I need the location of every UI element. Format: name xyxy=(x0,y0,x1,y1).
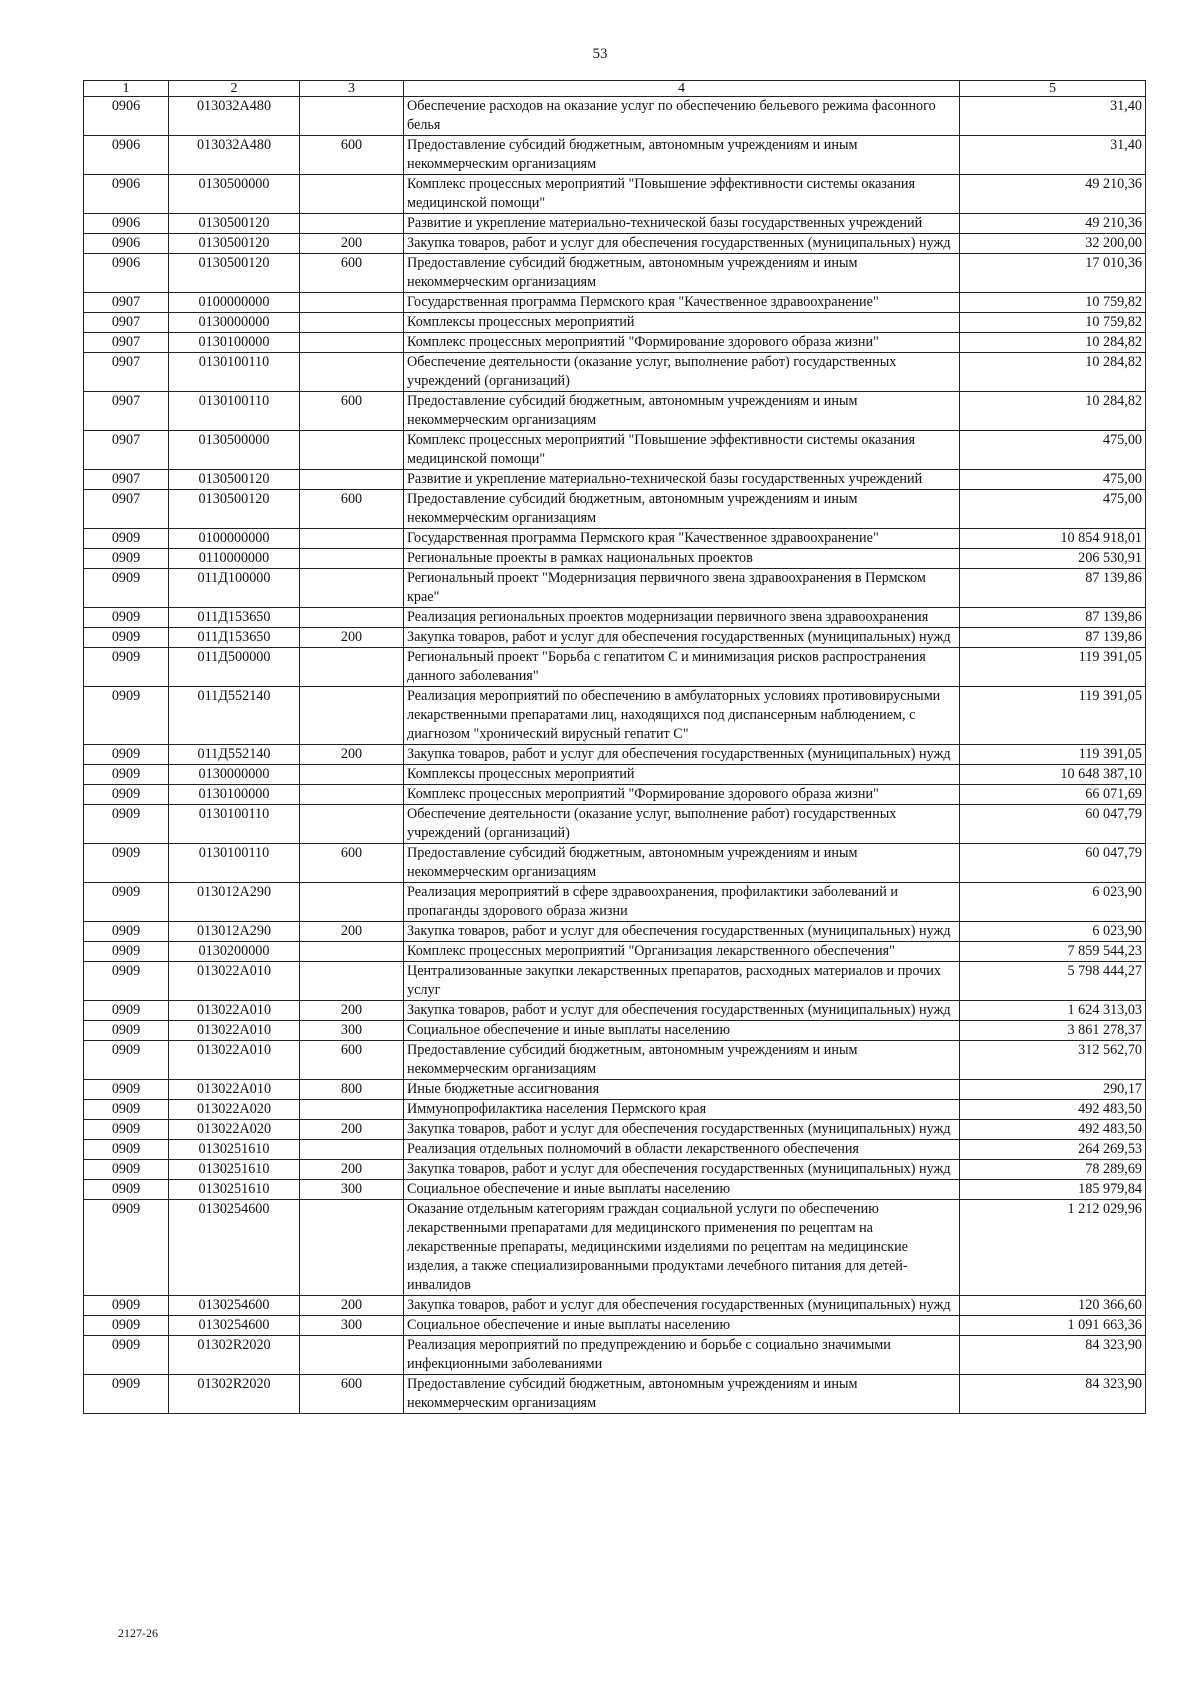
target-code-cell: 01302R2020 xyxy=(169,1336,300,1375)
table-row xyxy=(84,234,1146,254)
target-code-cell: 0130500000 xyxy=(169,175,300,214)
expense-type-cell: 300 xyxy=(300,1316,404,1336)
target-code-cell: 011Д153650 xyxy=(169,628,300,648)
item-name-cell: Обеспечение деятельности (оказание услуг, выполнение работ) государственных учреждений (организаций) xyxy=(404,805,960,844)
target-code-cell: 0130500120 xyxy=(169,490,300,529)
table-row xyxy=(84,175,1146,214)
amount-cell: 6 023,90 xyxy=(960,883,1146,922)
target-code-cell: 0130200000 xyxy=(169,942,300,962)
item-name-cell: Реализация отдельных полномочий в области лекарственного обеспечения xyxy=(404,1140,960,1160)
amount-cell: 84 323,90 xyxy=(960,1336,1146,1375)
amount-cell: 87 139,86 xyxy=(960,628,1146,648)
section-code-cell: 0907 xyxy=(84,431,169,470)
expense-type-cell: 200 xyxy=(300,922,404,942)
target-code-cell: 013022А010 xyxy=(169,1021,300,1041)
target-code-cell: 0130000000 xyxy=(169,765,300,785)
item-name-cell: Обеспечение расходов на оказание услуг по обеспечению бельевого режима фасонного белья xyxy=(404,97,960,136)
target-code-cell: 0130500000 xyxy=(169,431,300,470)
section-code-cell: 0906 xyxy=(84,254,169,293)
expense-type-cell xyxy=(300,648,404,687)
amount-cell: 1 091 663,36 xyxy=(960,1316,1146,1336)
expense-type-cell xyxy=(300,529,404,549)
target-code-cell: 0130100110 xyxy=(169,805,300,844)
expense-type-cell: 600 xyxy=(300,1041,404,1080)
expense-type-cell: 600 xyxy=(300,490,404,529)
amount-cell: 78 289,69 xyxy=(960,1160,1146,1180)
section-code-cell: 0909 xyxy=(84,549,169,569)
item-name-cell: Предоставление субсидий бюджетным, автономным учреждениям и иным некоммерческим организациям xyxy=(404,490,960,529)
table-row xyxy=(84,1140,1146,1160)
section-code-cell: 0906 xyxy=(84,214,169,234)
target-code-cell: 013022А020 xyxy=(169,1120,300,1140)
amount-cell: 185 979,84 xyxy=(960,1180,1146,1200)
expense-type-cell: 600 xyxy=(300,392,404,431)
column-header-target-code: 2 xyxy=(169,81,300,97)
budget-table xyxy=(83,80,1146,1414)
section-code-cell: 0909 xyxy=(84,608,169,628)
item-name-cell: Региональные проекты в рамках национальных проектов xyxy=(404,549,960,569)
table-row xyxy=(84,745,1146,765)
item-name-cell: Социальное обеспечение и иные выплаты населению xyxy=(404,1180,960,1200)
target-code-cell: 01302R2020 xyxy=(169,1375,300,1414)
target-code-cell: 011Д552140 xyxy=(169,687,300,745)
section-code-cell: 0909 xyxy=(84,1200,169,1296)
section-code-cell: 0906 xyxy=(84,97,169,136)
table-row xyxy=(84,333,1146,353)
amount-cell: 3 861 278,37 xyxy=(960,1021,1146,1041)
item-name-cell: Региональный проект "Модернизация первичного звена здравоохранения в Пермском крае" xyxy=(404,569,960,608)
expense-type-cell xyxy=(300,1140,404,1160)
target-code-cell: 013022А020 xyxy=(169,1100,300,1120)
table-row xyxy=(84,1120,1146,1140)
expense-type-cell: 200 xyxy=(300,1120,404,1140)
table-row xyxy=(84,844,1146,883)
section-code-cell: 0909 xyxy=(84,765,169,785)
item-name-cell: Предоставление субсидий бюджетным, автономным учреждениям и иным некоммерческим организациям xyxy=(404,254,960,293)
target-code-cell: 013012А290 xyxy=(169,883,300,922)
expense-type-cell xyxy=(300,942,404,962)
table-row xyxy=(84,313,1146,333)
item-name-cell: Государственная программа Пермского края "Качественное здравоохранение" xyxy=(404,529,960,549)
amount-cell: 492 483,50 xyxy=(960,1120,1146,1140)
target-code-cell: 011Д100000 xyxy=(169,569,300,608)
target-code-cell: 0130100110 xyxy=(169,844,300,883)
amount-cell: 10 648 387,10 xyxy=(960,765,1146,785)
amount-cell: 5 798 444,27 xyxy=(960,962,1146,1001)
target-code-cell: 013022А010 xyxy=(169,962,300,1001)
table-row xyxy=(84,608,1146,628)
table-row xyxy=(84,1021,1146,1041)
table-row xyxy=(84,1296,1146,1316)
amount-cell: 17 010,36 xyxy=(960,254,1146,293)
item-name-cell: Комплекс процессных мероприятий "Повышение эффективности системы оказания медицинской помощи" xyxy=(404,175,960,214)
expense-type-cell: 300 xyxy=(300,1021,404,1041)
expense-type-cell: 200 xyxy=(300,234,404,254)
expense-type-cell: 200 xyxy=(300,1001,404,1021)
column-header-amount: 5 xyxy=(960,81,1146,97)
expense-type-cell xyxy=(300,214,404,234)
table-row xyxy=(84,353,1146,392)
amount-cell: 87 139,86 xyxy=(960,608,1146,628)
expense-type-cell xyxy=(300,431,404,470)
target-code-cell: 013032А480 xyxy=(169,97,300,136)
target-code-cell: 0130000000 xyxy=(169,313,300,333)
item-name-cell: Развитие и укрепление материально-технической базы государственных учреждений xyxy=(404,214,960,234)
section-code-cell: 0909 xyxy=(84,1316,169,1336)
target-code-cell: 0130500120 xyxy=(169,470,300,490)
expense-type-cell: 800 xyxy=(300,1080,404,1100)
expense-type-cell xyxy=(300,765,404,785)
table-row xyxy=(84,529,1146,549)
page-number: 53 xyxy=(592,46,608,62)
section-code-cell: 0907 xyxy=(84,353,169,392)
item-name-cell: Предоставление субсидий бюджетным, автономным учреждениям и иным некоммерческим организациям xyxy=(404,392,960,431)
table-row xyxy=(84,254,1146,293)
section-code-cell: 0909 xyxy=(84,785,169,805)
amount-cell: 119 391,05 xyxy=(960,687,1146,745)
footer-document-code: 2127-26 xyxy=(118,1626,158,1640)
expense-type-cell xyxy=(300,883,404,922)
target-code-cell: 0130500120 xyxy=(169,234,300,254)
item-name-cell: Закупка товаров, работ и услуг для обеспечения государственных (муниципальных) нужд xyxy=(404,1120,960,1140)
item-name-cell: Реализация мероприятий по предупреждению и борьбе с социально значимыми инфекционными заболеваниями xyxy=(404,1336,960,1375)
table-row xyxy=(84,1200,1146,1296)
table-row xyxy=(84,431,1146,470)
target-code-cell: 0130254600 xyxy=(169,1296,300,1316)
item-name-cell: Закупка товаров, работ и услуг для обеспечения государственных (муниципальных) нужд xyxy=(404,628,960,648)
target-code-cell: 011Д153650 xyxy=(169,608,300,628)
item-name-cell: Развитие и укрепление материально-технической базы государственных учреждений xyxy=(404,470,960,490)
amount-cell: 1 212 029,96 xyxy=(960,1200,1146,1296)
item-name-cell: Обеспечение деятельности (оказание услуг, выполнение работ) государственных учреждений (организаций) xyxy=(404,353,960,392)
table-row xyxy=(84,490,1146,529)
expense-type-cell: 200 xyxy=(300,1160,404,1180)
section-code-cell: 0909 xyxy=(84,1296,169,1316)
amount-cell: 66 071,69 xyxy=(960,785,1146,805)
table-row xyxy=(84,97,1146,136)
table-row xyxy=(84,628,1146,648)
amount-cell: 475,00 xyxy=(960,431,1146,470)
amount-cell: 475,00 xyxy=(960,470,1146,490)
expense-type-cell xyxy=(300,353,404,392)
column-header-expense-type: 3 xyxy=(300,81,404,97)
expense-type-cell: 600 xyxy=(300,136,404,175)
section-code-cell: 0909 xyxy=(84,1140,169,1160)
section-code-cell: 0909 xyxy=(84,628,169,648)
table-row xyxy=(84,1080,1146,1100)
section-code-cell: 0909 xyxy=(84,805,169,844)
table-row xyxy=(84,549,1146,569)
table-row xyxy=(84,785,1146,805)
amount-cell: 120 366,60 xyxy=(960,1296,1146,1316)
section-code-cell: 0909 xyxy=(84,883,169,922)
amount-cell: 84 323,90 xyxy=(960,1375,1146,1414)
expense-type-cell xyxy=(300,293,404,313)
target-code-cell: 013012А290 xyxy=(169,922,300,942)
table-row xyxy=(84,765,1146,785)
section-code-cell: 0909 xyxy=(84,1080,169,1100)
expense-type-cell: 600 xyxy=(300,254,404,293)
table-row xyxy=(84,962,1146,1001)
expense-type-cell xyxy=(300,962,404,1001)
amount-cell: 206 530,91 xyxy=(960,549,1146,569)
amount-cell: 475,00 xyxy=(960,490,1146,529)
expense-type-cell: 300 xyxy=(300,1180,404,1200)
amount-cell: 492 483,50 xyxy=(960,1100,1146,1120)
table-row xyxy=(84,1160,1146,1180)
item-name-cell: Закупка товаров, работ и услуг для обеспечения государственных (муниципальных) нужд xyxy=(404,1001,960,1021)
item-name-cell: Закупка товаров, работ и услуг для обеспечения государственных (муниципальных) нужд xyxy=(404,1296,960,1316)
table-row xyxy=(84,1180,1146,1200)
item-name-cell: Социальное обеспечение и иные выплаты населению xyxy=(404,1316,960,1336)
item-name-cell: Комплексы процессных мероприятий xyxy=(404,765,960,785)
section-code-cell: 0909 xyxy=(84,1041,169,1080)
target-code-cell: 013022А010 xyxy=(169,1001,300,1021)
item-name-cell: Закупка товаров, работ и услуг для обеспечения государственных (муниципальных) нужд xyxy=(404,922,960,942)
item-name-cell: Комплекс процессных мероприятий "Формирование здорового образа жизни" xyxy=(404,333,960,353)
item-name-cell: Централизованные закупки лекарственных препаратов, расходных материалов и прочих услуг xyxy=(404,962,960,1001)
target-code-cell: 0130251610 xyxy=(169,1140,300,1160)
amount-cell: 10 284,82 xyxy=(960,333,1146,353)
table-row xyxy=(84,1001,1146,1021)
item-name-cell: Реализация региональных проектов модернизации первичного звена здравоохранения xyxy=(404,608,960,628)
section-code-cell: 0907 xyxy=(84,470,169,490)
item-name-cell: Предоставление субсидий бюджетным, автономным учреждениям и иным некоммерческим организациям xyxy=(404,844,960,883)
section-code-cell: 0907 xyxy=(84,490,169,529)
item-name-cell: Иные бюджетные ассигнования xyxy=(404,1080,960,1100)
section-code-cell: 0909 xyxy=(84,1336,169,1375)
section-code-cell: 0909 xyxy=(84,1180,169,1200)
section-code-cell: 0907 xyxy=(84,333,169,353)
section-code-cell: 0909 xyxy=(84,569,169,608)
section-code-cell: 0909 xyxy=(84,648,169,687)
amount-cell: 31,40 xyxy=(960,136,1146,175)
target-code-cell: 0130254600 xyxy=(169,1200,300,1296)
amount-cell: 290,17 xyxy=(960,1080,1146,1100)
expense-type-cell xyxy=(300,313,404,333)
item-name-cell: Закупка товаров, работ и услуг для обеспечения государственных (муниципальных) нужд xyxy=(404,234,960,254)
item-name-cell: Региональный проект "Борьба с гепатитом С и минимизация рисков распространения данного заболевания" xyxy=(404,648,960,687)
table-row xyxy=(84,883,1146,922)
amount-cell: 1 624 313,03 xyxy=(960,1001,1146,1021)
table-header-row xyxy=(84,81,1146,97)
section-code-cell: 0909 xyxy=(84,1120,169,1140)
target-code-cell: 011Д500000 xyxy=(169,648,300,687)
item-name-cell: Закупка товаров, работ и услуг для обеспечения государственных (муниципальных) нужд xyxy=(404,1160,960,1180)
item-name-cell: Закупка товаров, работ и услуг для обеспечения государственных (муниципальных) нужд xyxy=(404,745,960,765)
item-name-cell: Государственная программа Пермского края "Качественное здравоохранение" xyxy=(404,293,960,313)
target-code-cell: 0110000000 xyxy=(169,549,300,569)
expense-type-cell xyxy=(300,333,404,353)
expense-type-cell xyxy=(300,549,404,569)
expense-type-cell xyxy=(300,1200,404,1296)
item-name-cell: Комплекс процессных мероприятий "Повышение эффективности системы оказания медицинской помощи" xyxy=(404,431,960,470)
amount-cell: 6 023,90 xyxy=(960,922,1146,942)
target-code-cell: 0130251610 xyxy=(169,1160,300,1180)
expense-type-cell: 600 xyxy=(300,844,404,883)
expense-type-cell xyxy=(300,470,404,490)
expense-type-cell xyxy=(300,1336,404,1375)
amount-cell: 87 139,86 xyxy=(960,569,1146,608)
amount-cell: 264 269,53 xyxy=(960,1140,1146,1160)
section-code-cell: 0906 xyxy=(84,136,169,175)
amount-cell: 60 047,79 xyxy=(960,844,1146,883)
table-body xyxy=(84,97,1146,1414)
section-code-cell: 0907 xyxy=(84,392,169,431)
amount-cell: 10 854 918,01 xyxy=(960,529,1146,549)
target-code-cell: 0130100000 xyxy=(169,785,300,805)
amount-cell: 312 562,70 xyxy=(960,1041,1146,1080)
section-code-cell: 0906 xyxy=(84,175,169,214)
item-name-cell: Социальное обеспечение и иные выплаты населению xyxy=(404,1021,960,1041)
amount-cell: 49 210,36 xyxy=(960,175,1146,214)
section-code-cell: 0909 xyxy=(84,942,169,962)
amount-cell: 119 391,05 xyxy=(960,648,1146,687)
item-name-cell: Комплексы процессных мероприятий xyxy=(404,313,960,333)
expense-type-cell xyxy=(300,1100,404,1120)
table-row xyxy=(84,1375,1146,1414)
column-header-section: 1 xyxy=(84,81,169,97)
target-code-cell: 013022А010 xyxy=(169,1041,300,1080)
expense-type-cell xyxy=(300,805,404,844)
target-code-cell: 0100000000 xyxy=(169,293,300,313)
expense-type-cell: 200 xyxy=(300,628,404,648)
item-name-cell: Предоставление субсидий бюджетным, автономным учреждениям и иным некоммерческим организациям xyxy=(404,1041,960,1080)
target-code-cell: 0100000000 xyxy=(169,529,300,549)
table-row xyxy=(84,1336,1146,1375)
table-row xyxy=(84,942,1146,962)
section-code-cell: 0909 xyxy=(84,1375,169,1414)
item-name-cell: Комплекс процессных мероприятий "Формирование здорового образа жизни" xyxy=(404,785,960,805)
section-code-cell: 0909 xyxy=(84,1100,169,1120)
expense-type-cell xyxy=(300,97,404,136)
table-row xyxy=(84,214,1146,234)
amount-cell: 60 047,79 xyxy=(960,805,1146,844)
amount-cell: 32 200,00 xyxy=(960,234,1146,254)
amount-cell: 31,40 xyxy=(960,97,1146,136)
section-code-cell: 0909 xyxy=(84,1160,169,1180)
expense-type-cell: 600 xyxy=(300,1375,404,1414)
section-code-cell: 0909 xyxy=(84,844,169,883)
section-code-cell: 0909 xyxy=(84,962,169,1001)
amount-cell: 10 284,82 xyxy=(960,392,1146,431)
table-row xyxy=(84,293,1146,313)
target-code-cell: 0130500120 xyxy=(169,254,300,293)
section-code-cell: 0907 xyxy=(84,313,169,333)
item-name-cell: Реализация мероприятий по обеспечению в амбулаторных условиях противовирусными лекарственными препаратами лиц, находящихся под диспансерным наблюдением, с диагнозом "хронический вирусный гепатит С" xyxy=(404,687,960,745)
amount-cell: 49 210,36 xyxy=(960,214,1146,234)
amount-cell: 7 859 544,23 xyxy=(960,942,1146,962)
table-row xyxy=(84,569,1146,608)
section-code-cell: 0909 xyxy=(84,1001,169,1021)
item-name-cell: Иммунопрофилактика населения Пермского края xyxy=(404,1100,960,1120)
expense-type-cell xyxy=(300,785,404,805)
expense-type-cell xyxy=(300,687,404,745)
table-row xyxy=(84,1041,1146,1080)
table-row xyxy=(84,922,1146,942)
amount-cell: 10 284,82 xyxy=(960,353,1146,392)
section-code-cell: 0909 xyxy=(84,745,169,765)
section-code-cell: 0909 xyxy=(84,922,169,942)
target-code-cell: 0130254600 xyxy=(169,1316,300,1336)
item-name-cell: Предоставление субсидий бюджетным, автономным учреждениям и иным некоммерческим организациям xyxy=(404,1375,960,1414)
table-row xyxy=(84,648,1146,687)
expense-type-cell: 200 xyxy=(300,745,404,765)
section-code-cell: 0909 xyxy=(84,1021,169,1041)
target-code-cell: 013022А010 xyxy=(169,1080,300,1100)
target-code-cell: 0130100000 xyxy=(169,333,300,353)
section-code-cell: 0907 xyxy=(84,293,169,313)
expense-type-cell xyxy=(300,175,404,214)
table-row xyxy=(84,470,1146,490)
section-code-cell: 0909 xyxy=(84,529,169,549)
table-row xyxy=(84,1100,1146,1120)
table-row xyxy=(84,1316,1146,1336)
table-row xyxy=(84,687,1146,745)
target-code-cell: 013032А480 xyxy=(169,136,300,175)
item-name-cell: Предоставление субсидий бюджетным, автономным учреждениям и иным некоммерческим организациям xyxy=(404,136,960,175)
item-name-cell: Реализация мероприятий в сфере здравоохранения, профилактики заболеваний и пропаганды здорового образа жизни xyxy=(404,883,960,922)
amount-cell: 10 759,82 xyxy=(960,293,1146,313)
expense-type-cell: 200 xyxy=(300,1296,404,1316)
table-row xyxy=(84,805,1146,844)
item-name-cell: Комплекс процессных мероприятий "Организация лекарственного обеспечения" xyxy=(404,942,960,962)
expense-type-cell xyxy=(300,569,404,608)
amount-cell: 119 391,05 xyxy=(960,745,1146,765)
target-code-cell: 0130100110 xyxy=(169,353,300,392)
table-row xyxy=(84,392,1146,431)
target-code-cell: 0130500120 xyxy=(169,214,300,234)
target-code-cell: 011Д552140 xyxy=(169,745,300,765)
column-header-name: 4 xyxy=(404,81,960,97)
section-code-cell: 0906 xyxy=(84,234,169,254)
expense-type-cell xyxy=(300,608,404,628)
table-row xyxy=(84,136,1146,175)
target-code-cell: 0130251610 xyxy=(169,1180,300,1200)
target-code-cell: 0130100110 xyxy=(169,392,300,431)
amount-cell: 10 759,82 xyxy=(960,313,1146,333)
section-code-cell: 0909 xyxy=(84,687,169,745)
item-name-cell: Оказание отдельным категориям граждан социальной услуги по обеспечению лекарственными препаратами для медицинского применения по рецептам на лекарственные препараты, медицинскими изделиями по рецептам на медицинские изделия, а также специализированными продуктами лечебного питания для детей-инвалидов xyxy=(404,1200,960,1296)
